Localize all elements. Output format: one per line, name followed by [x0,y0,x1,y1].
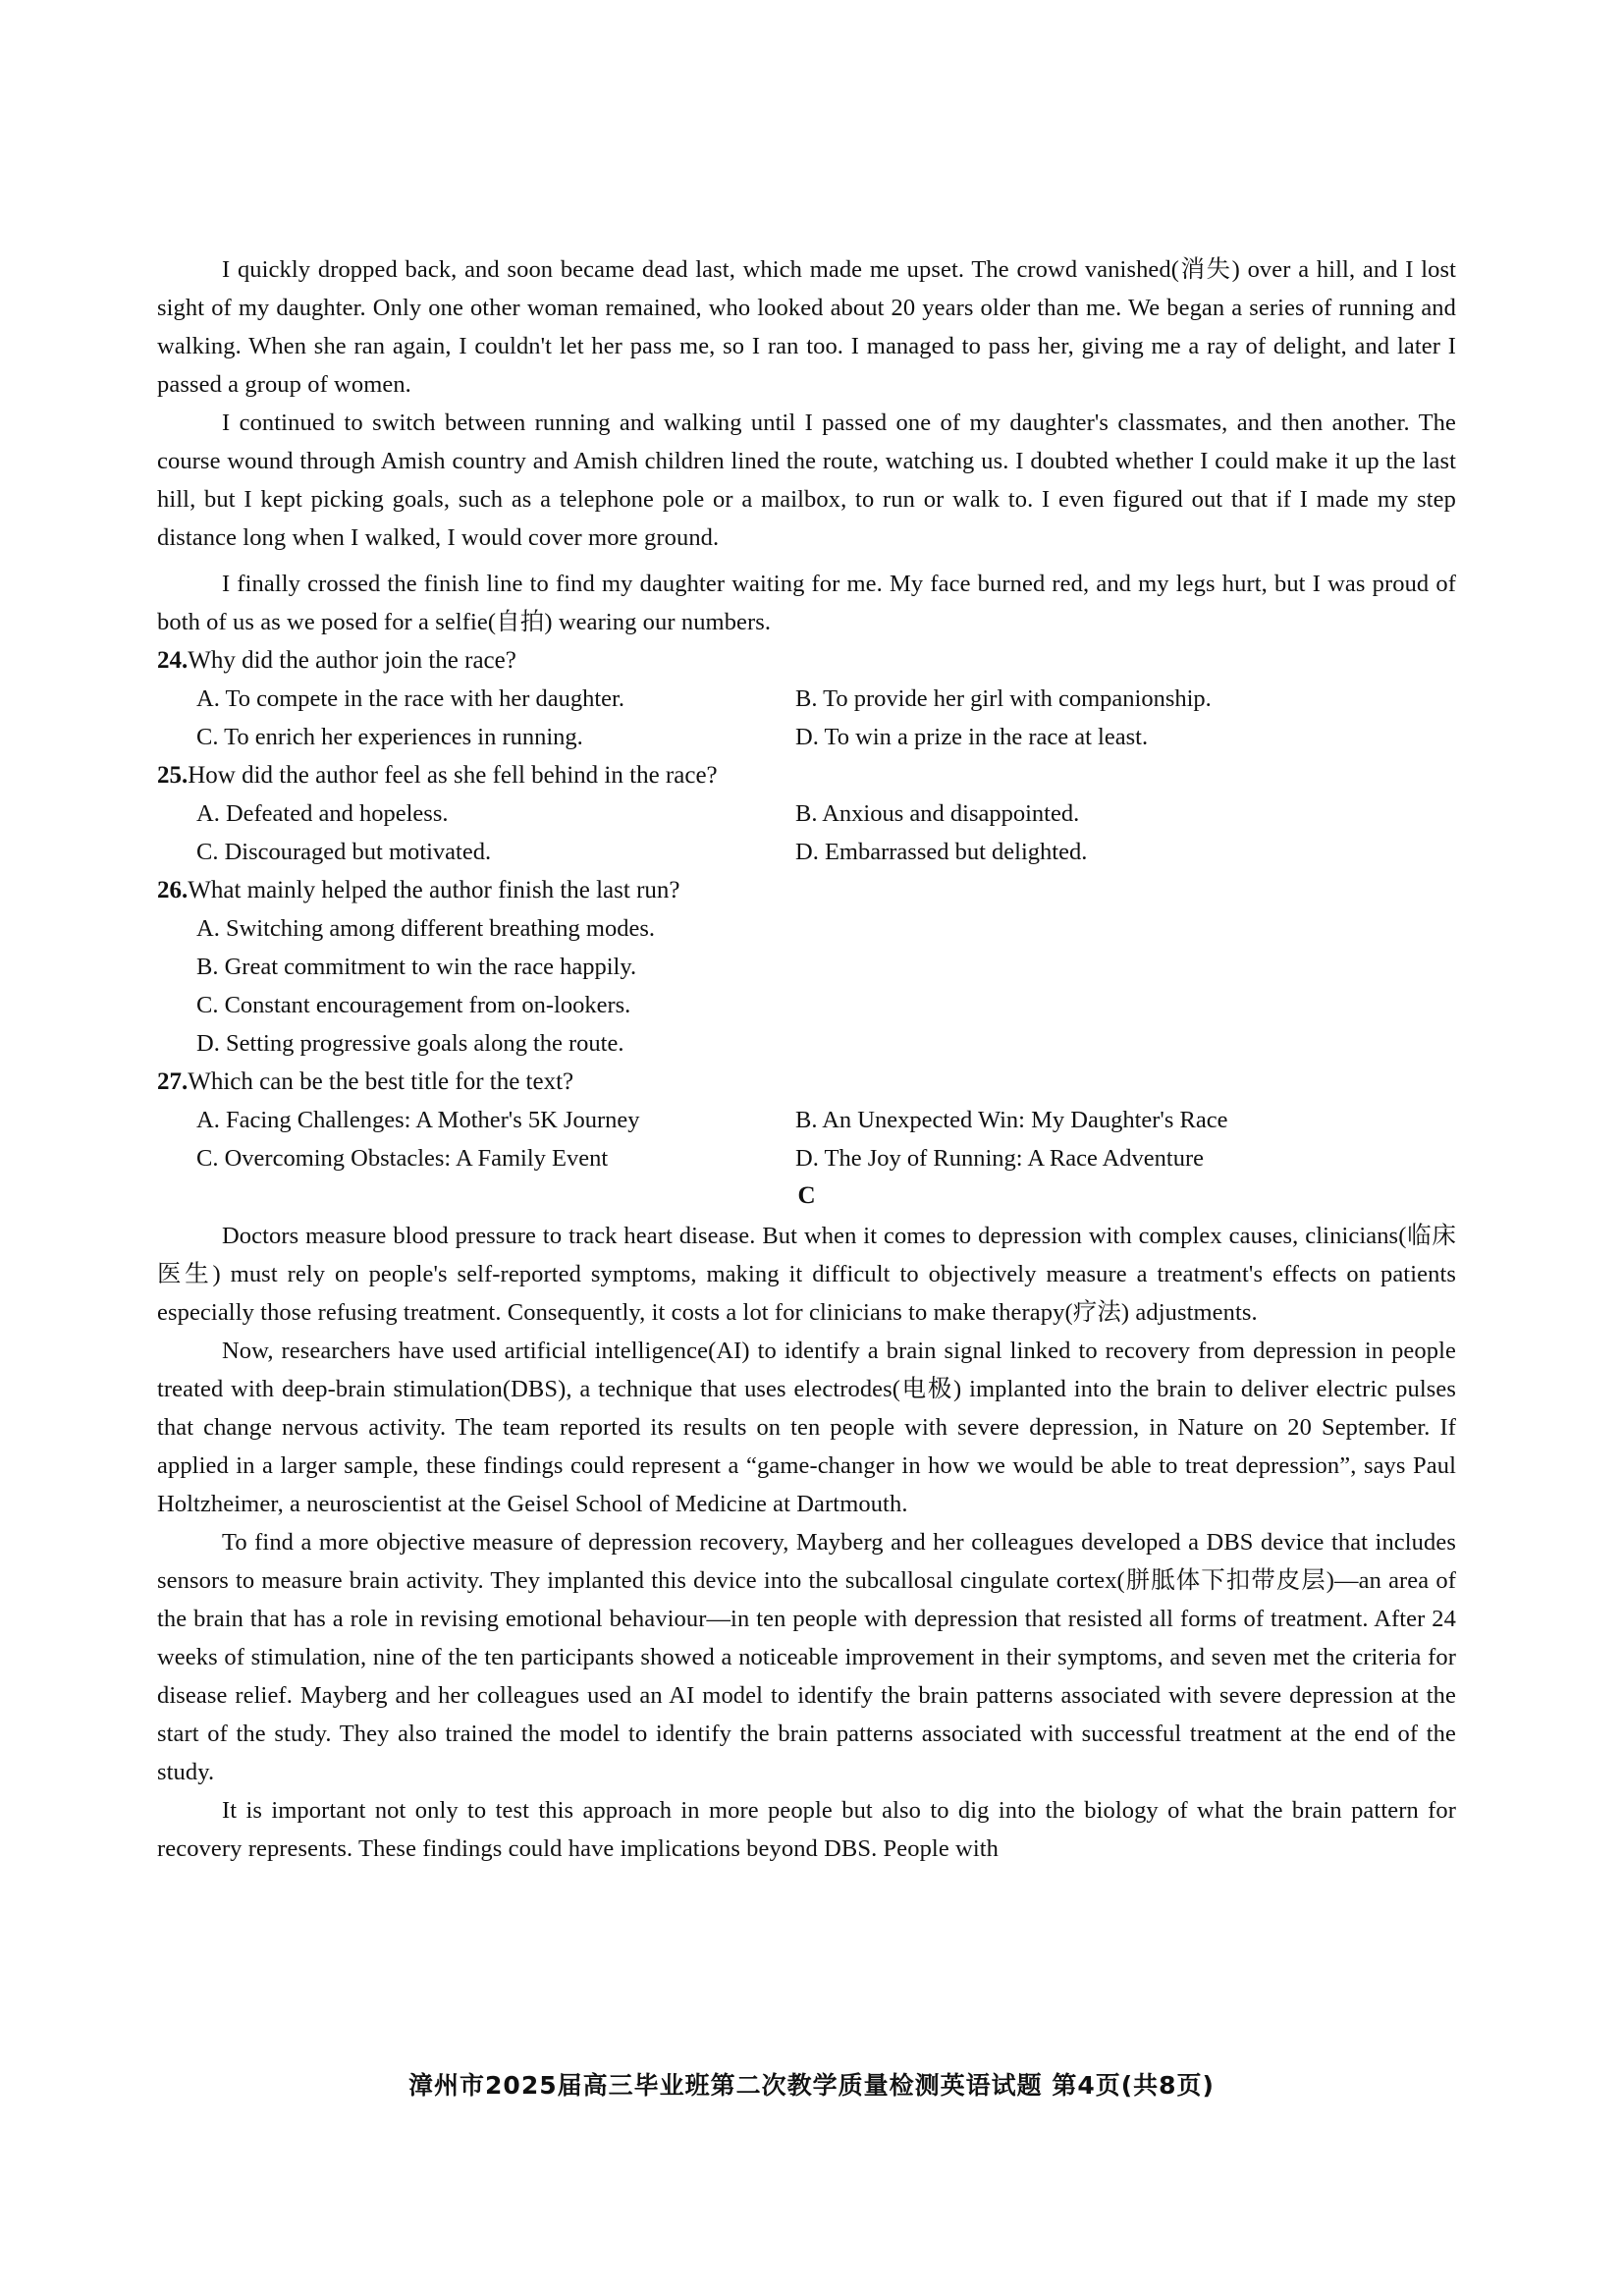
question-number: 26. [157,877,189,903]
option-c: C. Constant encouragement from on-lookers. [196,992,631,1018]
passage-c-text [157,1217,1456,1868]
question-number: 27. [157,1068,189,1095]
passage-b-text [157,250,1456,641]
option-c: C. To enrich her experiences in running. [196,724,583,750]
question-number: 25. [157,762,189,789]
question-text: How did the author feel as she fell behind in the race? [188,762,718,789]
option-d: D. The Joy of Running: A Race Adventure [795,1145,1204,1172]
paragraph: I finally crossed the finish line to find my daughter waiting for me. My face burned red, and my legs hurt, but I was proud of both of us as we posed for a selfie(自拍) wearing our numbers. [157,571,1456,635]
paragraph: Now, researchers have used artificial intelligence(AI) to identify a brain signal linked to recovery from depression in people treated with deep-brain stimulation(DBS), a technique that uses electrodes(电极) implanted into the brain to deliver electric pulses that change nervous activity. The team reported its results on ten people with severe depression, in Nature on 20 September. If applied in a larger sample, these findings could represent a “game-changer in how we would be able to treat depression”, says Paul Holtzheimer, a neuroscientist at the Geisel School of Medicine at Dartmouth. [157,1338,1456,1517]
paragraph: To find a more objective measure of depression recovery, Mayberg and her colleagues developed a DBS device that includes sensors to measure brain activity. They implanted this device into the subcallosal cingulate cortex(胼胝体下扣带皮层)—an area of the brain that has a role in revising emotional behaviour—in ten people with depression that resisted all forms of treatment. After 24 weeks of stimulation, nine of the ten participants showed a noticeable improvement in their symptoms, and seven met the criteria for disease relief. Mayberg and her colleagues used an AI model to identify the brain patterns associated with severe depression at the start of the study. They also trained the model to identify the brain patterns associated with successful treatment at the end of the study. [157,1529,1456,1785]
option-b: B. To provide her girl with companionship. [795,685,1212,712]
options [157,909,1456,1063]
option-a: A. To compete in the race with her daughter. [196,685,624,712]
question-number: 24. [157,647,189,674]
option-b: B. Great commitment to win the race happily. [196,954,637,980]
page-footer: 漳州市2025届高三毕业班第二次教学质量检测英语试题 第4页(共8页) [408,2071,1215,2100]
option-a: A. Facing Challenges: A Mother's 5K Journey [196,1107,640,1133]
option-b: B. Anxious and disappointed. [795,800,1080,827]
question-25 [157,756,1456,871]
question-stem [157,871,1456,909]
question-26 [157,871,1456,1063]
option-c: C. Overcoming Obstacles: A Family Event [196,1145,609,1172]
option-d: D. Setting progressive goals along the route. [196,1030,624,1057]
paragraph: I quickly dropped back, and soon became dead last, which made me upset. The crowd vanished(消失) over a hill, and I lost sight of my daughter. Only one other woman remained, who looked about 20 years older than me. We began a series of running and walking. When she ran again, I couldn't let her pass me, so I ran too. I managed to pass her, giving me a ray of delight, and later I passed a group of women. [157,256,1456,398]
options [157,1101,1456,1177]
options [157,794,1456,871]
option-b: B. An Unexpected Win: My Daughter's Race [795,1107,1228,1133]
option-a: A. Defeated and hopeless. [196,800,449,827]
option-d: D. Embarrassed but delighted. [795,839,1088,865]
question-text: What mainly helped the author finish the last run? [188,877,680,903]
paragraph: Doctors measure blood pressure to track heart disease. But when it comes to depression with complex causes, clinicians(临床医生) must rely on people's self-reported symptoms, making it difficult to objectively measure a treatment's effects on patients especially those refusing treatment. Consequently, it costs a lot for clinicians to make therapy(疗法) adjustments. [157,1223,1456,1326]
question-text: Why did the author join the race? [188,647,516,674]
question-27 [157,1063,1456,1177]
option-d: D. To win a prize in the race at least. [795,724,1149,750]
question-stem [157,756,1456,794]
option-c: C. Discouraged but motivated. [196,839,492,865]
question-stem [157,641,1456,680]
options [157,680,1456,756]
question-24 [157,641,1456,756]
question-list [157,641,1456,1177]
option-a: A. Switching among different breathing modes. [196,915,655,942]
question-text: Which can be the best title for the text? [188,1068,574,1095]
question-stem [157,1063,1456,1101]
paragraph: It is important not only to test this approach in more people but also to dig into the biology of what the brain pattern for recovery represents. These findings could have implications beyond DBS. People with [157,1797,1456,1862]
section-heading: C [797,1182,816,1209]
paragraph: I continued to switch between running and walking until I passed one of my daughter's classmates, and then another. The course wound through Amish country and Amish children lined the route, watching us. I doubted whether I could make it up the last hill, but I kept picking goals, such as a telephone pole or a mailbox, to run or walk to. I even figured out that if I made my step distance long when I walked, I would cover more ground. [157,410,1456,551]
